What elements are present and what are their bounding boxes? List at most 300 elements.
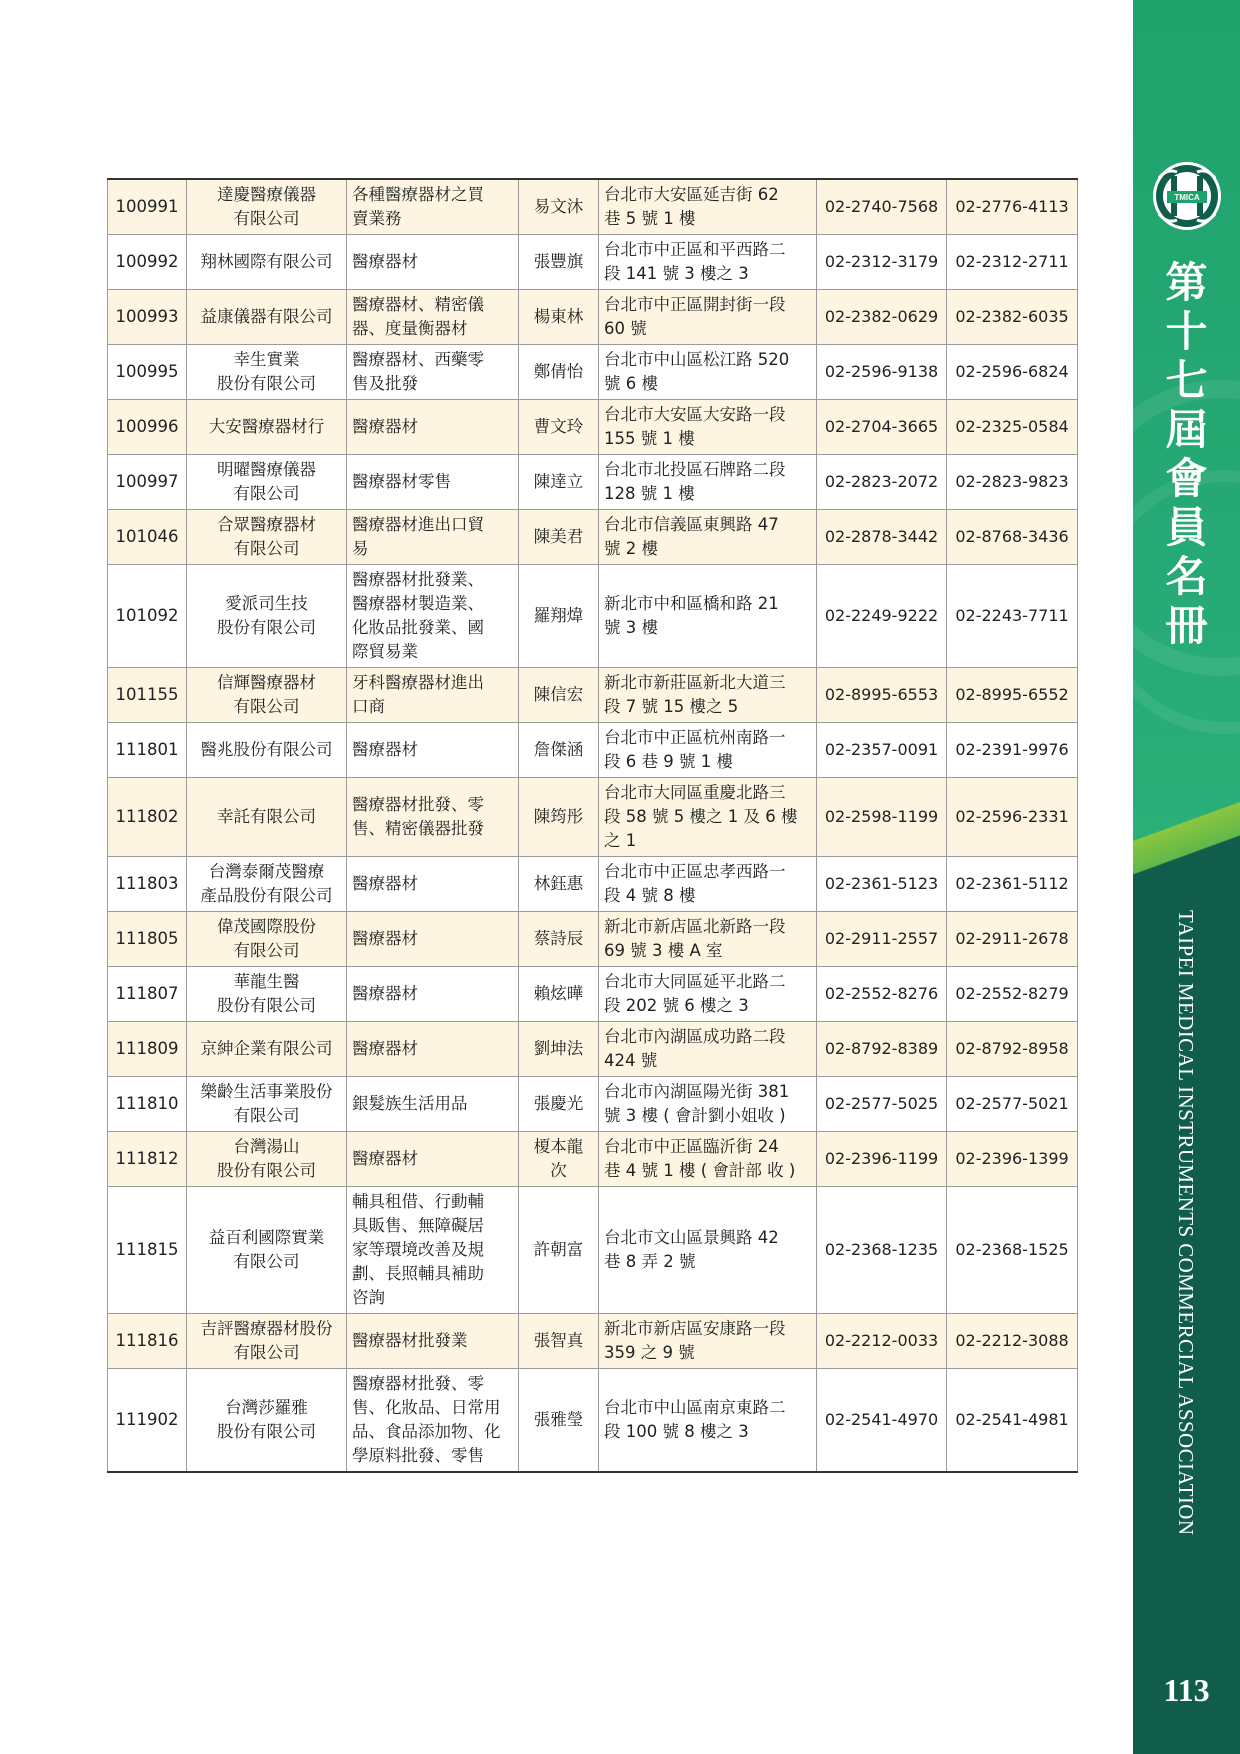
address-cell	[599, 912, 817, 967]
table-row	[108, 1187, 1078, 1314]
contact-person-cell	[519, 912, 599, 967]
business-scope-line: 各種醫療器材之買	[352, 185, 484, 204]
address-line: 段 7 號 15 樓之 5	[604, 697, 739, 716]
phone-number-cell: 02-2312-3179	[817, 235, 947, 290]
phone-number-cell: 02-8792-8389	[817, 1022, 947, 1077]
member-id-cell: 101092	[108, 565, 187, 668]
fax-number-cell: 02-2361-5112	[947, 857, 1078, 912]
business-scope-line: 售、精密儀器批發	[352, 819, 484, 838]
table-row	[108, 455, 1078, 510]
fax-number-cell: 02-2325-0584	[947, 400, 1078, 455]
company-name-cell	[187, 1077, 347, 1132]
company-name-line: 幸託有限公司	[217, 807, 316, 826]
company-name-line: 有限公司	[233, 1106, 300, 1125]
company-name-line: 合眾醫療器材	[217, 515, 316, 534]
company-name-cell	[187, 1022, 347, 1077]
phone-number-cell: 02-2598-1199	[817, 778, 947, 857]
address-cell	[599, 455, 817, 510]
company-name-line: 有限公司	[233, 484, 300, 503]
contact-person-cell	[519, 455, 599, 510]
table-row	[108, 778, 1078, 857]
company-name-line: 益康儀器有限公司	[200, 307, 333, 326]
company-name-line: 有限公司	[233, 1252, 300, 1271]
address-line: 台北市中山區松江路 520	[604, 350, 790, 369]
table-row	[108, 912, 1078, 967]
address-line: 段 6 巷 9 號 1 樓	[604, 752, 733, 771]
company-name-line: 偉茂國際股份	[217, 917, 316, 936]
business-scope-cell	[347, 400, 519, 455]
business-scope-line: 醫療器材	[352, 874, 418, 893]
business-scope-line: 醫療器材進出口貿	[352, 515, 484, 534]
company-name-line: 有限公司	[233, 539, 300, 558]
side-title-char: 名	[1165, 552, 1208, 601]
business-scope-cell	[347, 179, 519, 235]
company-name-cell	[187, 345, 347, 400]
address-line: 台北市大安區大安路一段	[604, 405, 786, 424]
business-scope-line: 售、化妝品、日常用	[352, 1398, 501, 1417]
address-line: 69 號 3 樓 A 室	[604, 941, 723, 960]
contact-person-line: 榎本龍	[533, 1137, 584, 1156]
business-scope-cell	[347, 1132, 519, 1187]
business-scope-line: 易	[352, 539, 369, 558]
business-scope-cell	[347, 723, 519, 778]
phone-number-cell: 02-2704-3665	[817, 400, 947, 455]
contact-person-cell	[519, 179, 599, 235]
contact-person-line: 陳信宏	[533, 685, 584, 704]
contact-person-line: 許朝富	[533, 1240, 584, 1259]
address-line: 台北市文山區景興路 42	[604, 1228, 779, 1247]
fax-number-cell: 02-8792-8958	[947, 1022, 1078, 1077]
phone-number-cell: 02-2577-5025	[817, 1077, 947, 1132]
company-name-cell	[187, 967, 347, 1022]
member-id-cell: 111809	[108, 1022, 187, 1077]
fax-number-cell: 02-2391-9976	[947, 723, 1078, 778]
address-cell	[599, 1314, 817, 1369]
address-line: 台北市中正區杭州南路一	[604, 728, 786, 747]
company-name-cell	[187, 1369, 347, 1473]
side-band: TMICA 第 十 七 屆 會 員 名 冊 TAIPEI MEDICAL INSTRUMENTS COMMERCIAL ASSOCIATION 113	[1133, 0, 1240, 1754]
table-row	[108, 400, 1078, 455]
contact-person-line: 張慶光	[533, 1094, 584, 1113]
company-name-line: 吉評醫療器材股份	[200, 1319, 333, 1338]
address-cell	[599, 400, 817, 455]
address-line: 新北市中和區橋和路 21	[604, 594, 779, 613]
address-cell	[599, 290, 817, 345]
address-line: 號 6 樓	[604, 374, 658, 393]
member-id-cell: 111815	[108, 1187, 187, 1314]
phone-number-cell: 02-2596-9138	[817, 345, 947, 400]
fax-number-cell: 02-2541-4981	[947, 1369, 1078, 1473]
phone-number-cell: 02-2552-8276	[817, 967, 947, 1022]
table-row	[108, 290, 1078, 345]
business-scope-cell	[347, 1314, 519, 1369]
business-scope-cell	[347, 455, 519, 510]
table-row	[108, 857, 1078, 912]
business-scope-cell	[347, 668, 519, 723]
address-cell	[599, 668, 817, 723]
company-name-line: 大安醫療器材行	[208, 417, 325, 436]
member-id-cell: 101155	[108, 668, 187, 723]
phone-number-cell: 02-2396-1199	[817, 1132, 947, 1187]
phone-number-cell: 02-2823-2072	[817, 455, 947, 510]
contact-person-cell	[519, 345, 599, 400]
address-line: 台北市中正區臨沂街 24	[604, 1137, 779, 1156]
company-name-line: 股份有限公司	[217, 618, 316, 637]
company-name-line: 益百利國際實業	[208, 1228, 325, 1247]
address-cell	[599, 967, 817, 1022]
address-cell	[599, 1132, 817, 1187]
company-name-line: 幸生實業	[233, 350, 300, 369]
business-scope-cell	[347, 345, 519, 400]
address-line: 巷 8 弄 2 號	[604, 1252, 696, 1271]
business-scope-line: 醫療器材、西藥零	[352, 350, 484, 369]
company-name-cell	[187, 179, 347, 235]
fax-number-cell: 02-2243-7711	[947, 565, 1078, 668]
fax-number-cell: 02-2596-6824	[947, 345, 1078, 400]
table-row	[108, 179, 1078, 235]
phone-number-cell: 02-2357-0091	[817, 723, 947, 778]
company-name-cell	[187, 1314, 347, 1369]
table-row	[108, 510, 1078, 565]
business-scope-line: 醫療器材	[352, 252, 418, 271]
logo-text: TMICA	[1174, 193, 1200, 202]
business-scope-line: 醫療器材製造業、	[352, 594, 484, 613]
business-scope-line: 劃、長照輔具補助	[352, 1264, 484, 1283]
company-name-line: 明曜醫療儀器	[217, 460, 316, 479]
address-line: 新北市新店區北新路一段	[604, 917, 786, 936]
address-line: 155 號 1 樓	[604, 429, 695, 448]
table-row	[108, 1369, 1078, 1473]
contact-person-cell	[519, 857, 599, 912]
company-name-cell	[187, 290, 347, 345]
contact-person-cell	[519, 967, 599, 1022]
phone-number-cell: 02-8995-6553	[817, 668, 947, 723]
company-name-line: 醫兆股份有限公司	[200, 740, 333, 759]
address-line: 424 號	[604, 1051, 658, 1070]
contact-person-line: 張豐旗	[533, 252, 584, 271]
contact-person-line: 羅翔煒	[533, 606, 584, 625]
business-scope-line: 賣業務	[352, 209, 402, 228]
address-line: 台北市大同區延平北路二	[604, 972, 786, 991]
address-cell	[599, 1022, 817, 1077]
company-name-cell	[187, 455, 347, 510]
phone-number-cell: 02-2911-2557	[817, 912, 947, 967]
contact-person-line: 易文沐	[533, 197, 584, 216]
member-id-cell: 111803	[108, 857, 187, 912]
fax-number-cell: 02-8768-3436	[947, 510, 1078, 565]
address-line: 台北市內湖區成功路二段	[604, 1027, 786, 1046]
member-id-cell: 100995	[108, 345, 187, 400]
business-scope-line: 學原料批發、零售	[352, 1446, 484, 1465]
phone-number-cell: 02-2361-5123	[817, 857, 947, 912]
page-number: 113	[1163, 1672, 1210, 1708]
address-cell	[599, 179, 817, 235]
address-cell	[599, 723, 817, 778]
business-scope-line: 牙科醫療器材進出	[352, 673, 484, 692]
contact-person-cell	[519, 400, 599, 455]
member-id-cell: 100993	[108, 290, 187, 345]
address-line: 台北市中正區忠孝西路一	[604, 862, 786, 881]
business-scope-line: 醫療器材	[352, 740, 418, 759]
contact-person-cell	[519, 1132, 599, 1187]
business-scope-line: 具販售、無障礙居	[352, 1216, 484, 1235]
fax-number-cell: 02-2382-6035	[947, 290, 1078, 345]
business-scope-cell	[347, 565, 519, 668]
business-scope-cell	[347, 912, 519, 967]
member-id-cell: 111902	[108, 1369, 187, 1473]
contact-person-line: 林鈺惠	[533, 874, 584, 893]
contact-person-cell	[519, 1314, 599, 1369]
address-line: 60 號	[604, 319, 647, 338]
side-title-char: 七	[1165, 356, 1208, 405]
fax-number-cell: 02-2312-2711	[947, 235, 1078, 290]
address-line: 巷 5 號 1 樓	[604, 209, 696, 228]
company-name-line: 華龍生醫	[233, 972, 300, 991]
phone-number-cell: 02-2212-0033	[817, 1314, 947, 1369]
side-title-char: 員	[1165, 503, 1208, 552]
business-scope-line: 售及批發	[352, 374, 418, 393]
address-line: 巷 4 號 1 樓 ( 會計部 收 )	[604, 1161, 796, 1180]
business-scope-line: 醫療器材批發、零	[352, 795, 484, 814]
contact-person-cell	[519, 1187, 599, 1314]
company-name-line: 樂齡生活事業股份	[200, 1082, 333, 1101]
address-cell	[599, 565, 817, 668]
contact-person-line: 劉坤法	[533, 1039, 584, 1058]
address-line: 新北市新店區安康路一段	[604, 1319, 786, 1338]
table-row	[108, 235, 1078, 290]
table-row	[108, 723, 1078, 778]
company-name-line: 產品股份有限公司	[200, 886, 333, 905]
business-scope-line: 醫療器材批發、零	[352, 1374, 484, 1393]
address-line: 台北市大同區重慶北路三	[604, 783, 786, 802]
table-row	[108, 1132, 1078, 1187]
address-line: 128 號 1 樓	[604, 484, 695, 503]
contact-person-line: 陳達立	[533, 472, 584, 491]
side-title-char: 冊	[1165, 601, 1208, 650]
contact-person-cell	[519, 1077, 599, 1132]
company-name-line: 股份有限公司	[217, 1161, 316, 1180]
address-line: 359 之 9 號	[604, 1343, 695, 1362]
business-scope-line: 醫療器材	[352, 984, 418, 1003]
company-name-line: 股份有限公司	[217, 1422, 316, 1441]
side-band-accent	[1133, 780, 1240, 875]
fax-number-cell: 02-2577-5021	[947, 1077, 1078, 1132]
contact-person-line: 賴炫曄	[533, 984, 584, 1003]
table-row	[108, 565, 1078, 668]
member-id-cell: 111807	[108, 967, 187, 1022]
address-line: 台北市中正區開封街一段	[604, 295, 786, 314]
fax-number-cell: 02-2368-1525	[947, 1187, 1078, 1314]
business-scope-cell	[347, 967, 519, 1022]
company-name-cell	[187, 565, 347, 668]
fax-number-cell: 02-2823-9823	[947, 455, 1078, 510]
business-scope-line: 家等環境改善及規	[352, 1240, 484, 1259]
contact-person-line: 楊東林	[533, 307, 584, 326]
member-id-cell: 100991	[108, 179, 187, 235]
company-name-line: 台灣泰爾茂醫療	[208, 862, 325, 881]
company-name-line: 股份有限公司	[217, 374, 316, 393]
company-name-line: 有限公司	[233, 697, 300, 716]
contact-person-line: 張雅瑩	[533, 1410, 584, 1429]
table-row	[108, 1022, 1078, 1077]
table-row	[108, 1077, 1078, 1132]
contact-person-line: 鄭倩怡	[533, 362, 584, 381]
business-scope-line: 醫療器材批發業	[352, 1331, 468, 1350]
contact-person-line: 蔡詩辰	[533, 929, 584, 948]
side-title-char: 十	[1165, 307, 1208, 356]
business-scope-line: 際貿易業	[352, 642, 418, 661]
side-title-char: 會	[1165, 454, 1208, 503]
address-line: 段 4 號 8 樓	[604, 886, 696, 905]
address-line: 台北市北投區石牌路二段	[604, 460, 786, 479]
contact-person-cell	[519, 778, 599, 857]
contact-person-line: 曹文玲	[533, 417, 584, 436]
company-name-line: 台灣湯山	[233, 1137, 300, 1156]
address-cell	[599, 345, 817, 400]
business-scope-line: 銀髮族生活用品	[352, 1094, 468, 1113]
company-name-cell	[187, 778, 347, 857]
address-line: 段 100 號 8 樓之 3	[604, 1422, 749, 1441]
business-scope-cell	[347, 857, 519, 912]
company-name-cell	[187, 1187, 347, 1314]
company-name-cell	[187, 510, 347, 565]
fax-number-cell: 02-2596-2331	[947, 778, 1078, 857]
address-line: 段 58 號 5 樓之 1 及 6 樓	[604, 807, 798, 826]
address-cell	[599, 1369, 817, 1473]
phone-number-cell: 02-2368-1235	[817, 1187, 947, 1314]
company-name-cell	[187, 1132, 347, 1187]
side-title-char: 第	[1165, 258, 1208, 307]
business-scope-cell	[347, 290, 519, 345]
address-cell	[599, 857, 817, 912]
member-id-cell: 111802	[108, 778, 187, 857]
address-line: 號 2 樓	[604, 539, 658, 558]
contact-person-cell	[519, 668, 599, 723]
address-line: 段 202 號 6 樓之 3	[604, 996, 749, 1015]
member-id-cell: 111801	[108, 723, 187, 778]
business-scope-cell	[347, 778, 519, 857]
business-scope-line: 品、食品添加物、化	[352, 1422, 501, 1441]
address-line: 新北市新莊區新北大道三	[604, 673, 786, 692]
company-name-cell	[187, 235, 347, 290]
phone-number-cell: 02-2878-3442	[817, 510, 947, 565]
company-name-line: 有限公司	[233, 941, 300, 960]
phone-number-cell: 02-2382-0629	[817, 290, 947, 345]
business-scope-cell	[347, 235, 519, 290]
phone-number-cell: 02-2541-4970	[817, 1369, 947, 1473]
address-line: 台北市內湖區陽光街 381	[604, 1082, 790, 1101]
member-id-cell: 111812	[108, 1132, 187, 1187]
company-name-line: 愛派司生技	[225, 594, 308, 613]
business-scope-line: 醫療器材	[352, 929, 418, 948]
address-cell	[599, 1077, 817, 1132]
table-row	[108, 1314, 1078, 1369]
business-scope-line: 醫療器材	[352, 1149, 418, 1168]
fax-number-cell: 02-2396-1399	[947, 1132, 1078, 1187]
contact-person-cell	[519, 723, 599, 778]
company-name-line: 台灣莎羅雅	[225, 1398, 308, 1417]
member-id-cell: 100997	[108, 455, 187, 510]
address-cell	[599, 778, 817, 857]
business-scope-cell	[347, 510, 519, 565]
company-name-line: 京紳企業有限公司	[200, 1039, 333, 1058]
member-id-cell: 101046	[108, 510, 187, 565]
company-name-cell	[187, 857, 347, 912]
company-name-line: 達慶醫療儀器	[217, 185, 316, 204]
business-scope-line: 醫療器材	[352, 417, 418, 436]
address-cell	[599, 235, 817, 290]
company-name-line: 翔林國際有限公司	[200, 252, 333, 271]
business-scope-line: 醫療器材	[352, 1039, 418, 1058]
address-line: 台北市大安區延吉街 62	[604, 185, 779, 204]
business-scope-line: 醫療器材、精密儀	[352, 295, 484, 314]
address-line: 台北市信義區東興路 47	[604, 515, 779, 534]
business-scope-cell	[347, 1022, 519, 1077]
fax-number-cell: 02-2776-4113	[947, 179, 1078, 235]
table-row	[108, 668, 1078, 723]
business-scope-line: 咨詢	[352, 1288, 385, 1307]
table-row	[108, 345, 1078, 400]
company-name-line: 信輝醫療器材	[217, 673, 316, 692]
company-name-line: 股份有限公司	[217, 996, 316, 1015]
contact-person-line: 陳筠彤	[533, 807, 584, 826]
page-side-title	[1133, 258, 1240, 650]
business-scope-line: 口商	[352, 697, 385, 716]
fax-number-cell: 02-2911-2678	[947, 912, 1078, 967]
association-logo	[1149, 158, 1225, 234]
contact-person-line: 詹傑涵	[533, 740, 584, 759]
side-title-char: 屆	[1165, 405, 1208, 454]
address-cell	[599, 1187, 817, 1314]
contact-person-cell	[519, 1022, 599, 1077]
contact-person-line: 次	[550, 1161, 567, 1180]
fax-number-cell: 02-8995-6552	[947, 668, 1078, 723]
contact-person-cell	[519, 290, 599, 345]
fax-number-cell: 02-2552-8279	[947, 967, 1078, 1022]
company-name-cell	[187, 400, 347, 455]
member-id-cell: 100992	[108, 235, 187, 290]
phone-number-cell: 02-2740-7568	[817, 179, 947, 235]
company-name-cell	[187, 912, 347, 967]
address-line: 台北市中正區和平西路二	[604, 240, 786, 259]
member-id-cell: 111816	[108, 1314, 187, 1369]
member-id-cell: 111810	[108, 1077, 187, 1132]
contact-person-cell	[519, 235, 599, 290]
business-scope-line: 醫療器材批發業、	[352, 570, 484, 589]
company-name-cell	[187, 723, 347, 778]
business-scope-line: 輔具租借、行動輔	[352, 1192, 484, 1211]
contact-person-cell	[519, 1369, 599, 1473]
business-scope-line: 醫療器材零售	[352, 472, 451, 491]
member-id-cell: 100996	[108, 400, 187, 455]
contact-person-cell	[519, 565, 599, 668]
address-line: 之 1	[604, 831, 637, 850]
address-line: 號 3 樓	[604, 618, 658, 637]
member-id-cell: 111805	[108, 912, 187, 967]
business-scope-cell	[347, 1187, 519, 1314]
address-cell	[599, 510, 817, 565]
business-scope-line: 器、度量衡器材	[352, 319, 468, 338]
address-line: 號 3 樓 ( 會計劉小姐收 )	[604, 1106, 786, 1125]
phone-number-cell: 02-2249-9222	[817, 565, 947, 668]
business-scope-line: 化妝品批發業、國	[352, 618, 484, 637]
business-scope-cell	[347, 1369, 519, 1473]
address-line: 段 141 號 3 樓之 3	[604, 264, 749, 283]
contact-person-cell	[519, 510, 599, 565]
address-line: 台北市中山區南京東路二	[604, 1398, 786, 1417]
company-name-line: 有限公司	[233, 209, 300, 228]
table-row	[108, 967, 1078, 1022]
